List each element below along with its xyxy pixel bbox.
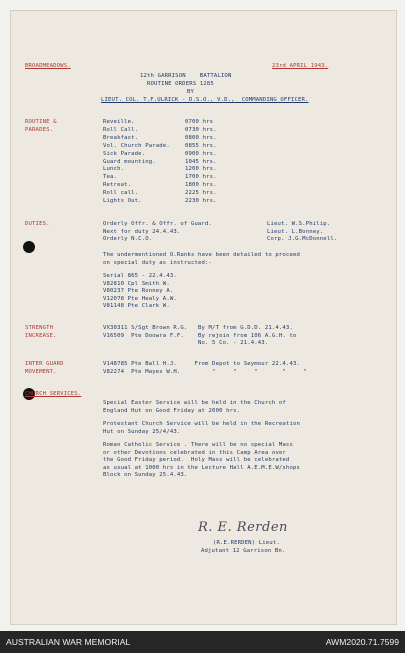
routine-item-name: Lunch. xyxy=(103,166,125,173)
church-heading: CHURCH SERVICES. xyxy=(25,391,82,397)
church-paragraph-2: Protestant Church Service will be held in the Recreation Hut on Sunday 25/4/43. xyxy=(103,421,300,435)
routine-item-name: Sick Parade. xyxy=(103,150,146,157)
routine-item-time: 0900 hrs. xyxy=(185,150,217,157)
strength-entries: VX30311 S/Sgt Brown R.G. By M/T from G.D.D. 21.4.43. V16509 Pte Doowra F.F. By rejoin from 106 A.G.H. to No. 5 Co. - 21.4.43. xyxy=(103,325,297,347)
routine-item-name: Roll Call. xyxy=(103,126,139,133)
accession-number: AWM2020.71.7599 xyxy=(325,637,399,647)
duty-officers: Lieut. W.S.Philip. Lieut. L.Bonney. Corp. J.G.McDonnell. xyxy=(267,221,338,243)
special-duty-list: Serial 865 - 22.4.43. V82810 Cpl Smith W. V80237 Pte Ronney A. V12078 Pte Healy A.W. V81148 Pte Clark W. xyxy=(103,273,177,310)
routine-heading: ROUTINE & PARADES. xyxy=(25,119,57,133)
handwritten-signature: R. E. Rerden xyxy=(198,520,288,535)
orders-line: ROUTINE ORDERS 1285 xyxy=(147,81,214,87)
routine-item-name: Breakfast. xyxy=(103,134,139,141)
duty-roles: Orderly Offr. & Offr. of Guard. Next for duty 24.4.43. Orderly N.C.O. xyxy=(103,221,213,243)
signatory-title: Adjutant 12 Garrison Bn. xyxy=(201,548,286,554)
signatory-name: (R.E.RERDEN) Lieut. xyxy=(213,540,280,546)
church-paragraph-3: Roman Catholic Service . There will be no special Mass or other Devotions celebrated in this Camp Area over the Good Friday period. Holy Mass will be celebrated as usual at 1000 hrs in the Lecture Hall A.E.M.E.W/shops Block on Sunday 25.4.43. xyxy=(103,442,300,479)
routine-item-name: Retreat. xyxy=(103,182,132,189)
routine-item-name: Lights Out. xyxy=(103,198,142,204)
inter-guard-entries: V148785 Pte Ball H.J. From Depot to Seymour 22.4.43. V82274 Pte Mayes W.H. " " " " " xyxy=(103,361,308,375)
routine-item-time: 1700 hrs. xyxy=(185,174,217,181)
location-heading: BROADMEADOWS. xyxy=(25,63,71,69)
routine-item-name: Tea. xyxy=(103,174,118,181)
routine-item-time: 0700 hrs xyxy=(185,119,214,125)
routine-item-name: Vol. Church Parade. xyxy=(103,142,170,149)
inter-guard-heading: INTER GUARD MOVEMENT. xyxy=(25,361,64,375)
commander-line: LIEUT. COL. T.F.ULRICK - D.S.O., V.D., COMMANDING OFFICER. xyxy=(101,97,309,103)
routine-item-name: Roll call. xyxy=(103,190,139,197)
routine-item-time: 1200 hrs. xyxy=(185,166,217,173)
archive-footer xyxy=(0,631,405,653)
routine-item-time: 1045 hrs. xyxy=(185,158,217,165)
routine-item-name: Guard mounting. xyxy=(103,158,156,165)
routine-item-time: 0855 hrs. xyxy=(185,142,217,149)
unit-line: 12th GARRISON BATTALION xyxy=(140,73,232,79)
routine-item-time: 1800 hrs. xyxy=(185,182,217,189)
routine-item-time: 2230 hrs. xyxy=(185,198,217,204)
strength-heading: STRENGTH INCREASE. xyxy=(25,325,57,339)
document-date: 23rd APRIL 1943. xyxy=(272,63,329,69)
duties-heading: DUTIES. xyxy=(25,221,50,227)
routine-item-time: 0730 hrs. xyxy=(185,126,217,133)
routine-item-time: 2225 hrs. xyxy=(185,190,217,197)
punch-hole xyxy=(23,241,35,253)
church-paragraph-1: Special Easter Service will be held in the Church of England Hut on Good Friday at 2000 hrs. xyxy=(103,400,286,414)
by-line: BY xyxy=(187,89,195,95)
routine-item-time: 0800 hrs. xyxy=(185,134,217,141)
institution-name: AUSTRALIAN WAR MEMORIAL xyxy=(6,637,131,647)
duty-instruction: The undermentioned O.Ranks have been detailed to proceed on special duty as instructed:- xyxy=(103,252,300,266)
routine-item-name: Reveille. xyxy=(103,119,135,125)
